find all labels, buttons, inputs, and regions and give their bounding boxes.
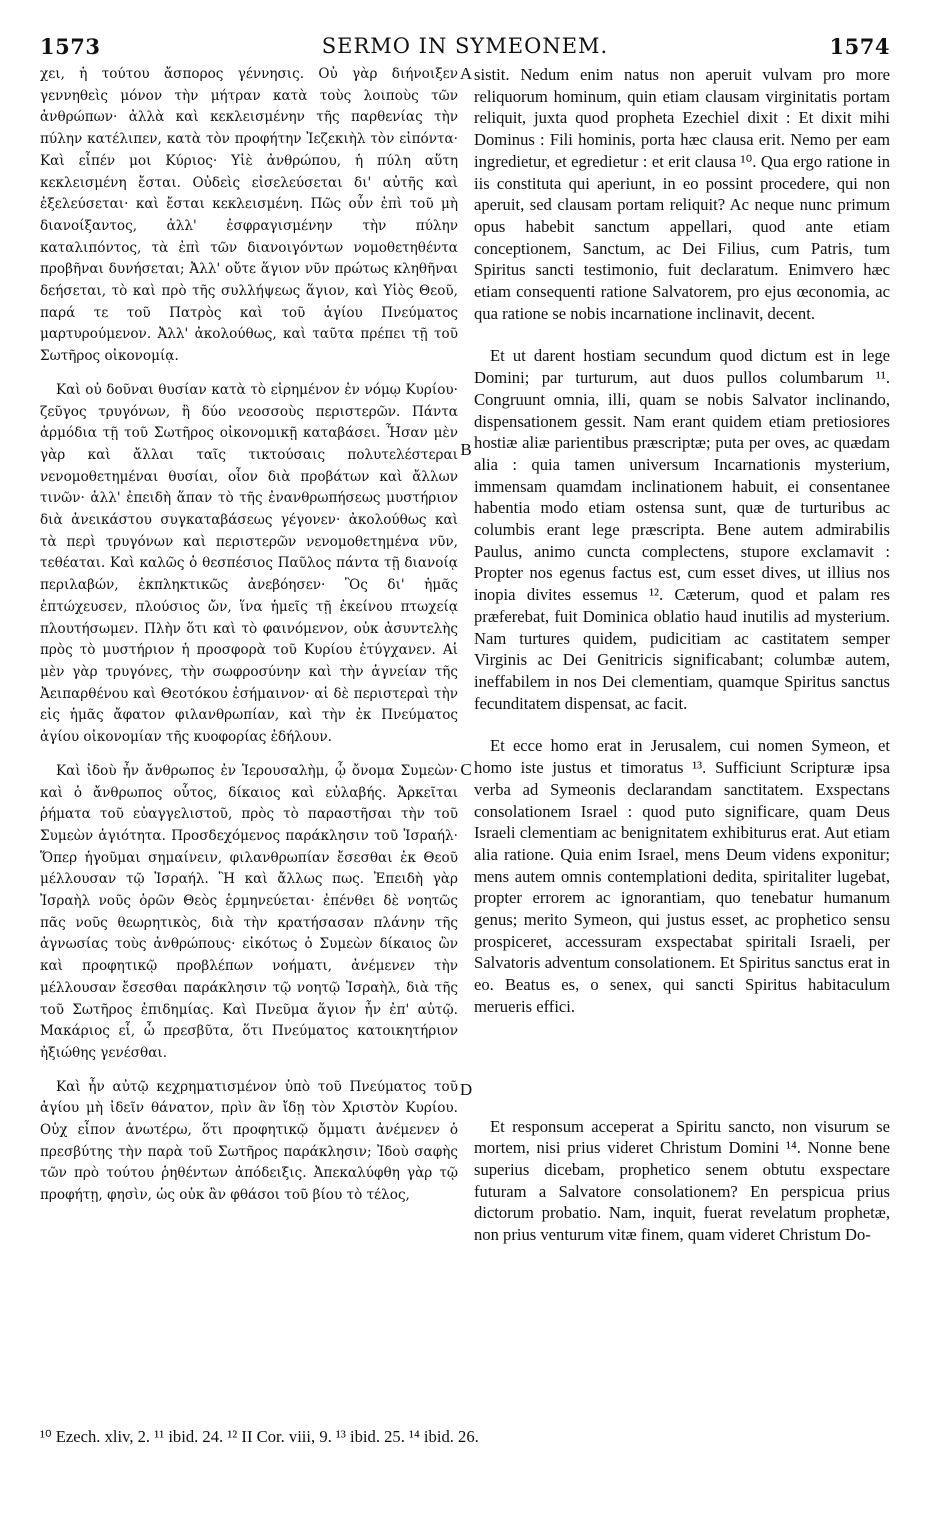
greek-paragraph-2: Καὶ οὐ δοῦναι θυσίαν κατὰ τὸ εἰρημένον ἐν νόμῳ Κυρίου· ζεῦγος τρυγόνων, ἢ δύο νεοσσοὺς περιστερῶν. Πάντα ἁρμόδια τῇ τοῦ Σωτῆρος οἰκονομικῇ καταβάσει. Ἦσαν μὲν γὰρ καὶ ἄλλαι ταῖς τικτούσαις πολυτελέστεραι νενομοθετημέναι θυσίαι, οἷον διὰ προβάτων καὶ ἄλλων τινῶν· ἀλλ' ἐπειδὴ ἅπαν τὸ τῆς ἐνανθρωπήσεως μυστήριον διὰ ἀνεικάστου συγκαταβάσεως γέγονεν· ἀκολούθως καὶ τὰ περὶ τρυγόνων καὶ περιστερῶν νενομοθετημένα νῦν, τεθέαται. Καὶ καλῶς ὁ θεσπέσιος Παῦλος πάντα τῇ διανοίᾳ περιλαβών, ἐκπληκτικῶς ἀνεβόησεν· Ὃς δι' ἡμᾶς ἐπτώχευσεν, πλούσιος ὤν, ἵνα ἡμεῖς τῇ ἐκείνου πτωχείᾳ πλουτήσωμεν. Πλὴν ὅτι καὶ τὸ φαινόμενον, οὐκ ἀσυντελὴς πρὸς τὸ μυστήριον ἡ προσφορὰ τοῦ Κυρίου ἐτύγχανεν. Αἱ μὲν γὰρ τρυγόνες, τὴν σωφροσύνην καὶ τὴν ἁγνείαν τῆς Ἀειπαρθένου καὶ Θεοτόκου ἐσήμαινον· αἱ δὲ περιστεραὶ τὴν εἰς ἡμᾶς ἄφατον φιλανθρωπίαν, καὶ τὴν ἐκ Πνεύματος ἁγίου οἰκονομίαν τῆς κυοφορίας ἐδήλουν. (40, 381, 458, 746)
latin-paragraph-1: sistit. Nedum enim natus non aperuit vulvam pro more reliquorum hominum, quin etiam clausam virginitatis portam reliquit, juxta quod propheta Ezechiel dixit : Et dixit mihi Dominus : Fili hominis, porta hæc clausa erit. Nemo per eam ingredietur, et egredietur : et erit clausa ¹⁰. Qua ergo ratione in iis constituta qui aperiunt, in eo possint procedere, qui non aperuit, sed clausam portam reliquit? Ac neque nunc primum opus habebit sanctum appellari, quod ante etiam conceptionem, Sanctum, ac Dei Filius, cum Patris, tum Spiritus sancti testimonio, fuit declaratum. Enimvero hæc etiam consequenti ratione Salvatorem, pro ejus œconomia, ac qua ratione se nobis incarnatione inclinavit, decent. (474, 65, 890, 323)
margin-letter-d: D (459, 1080, 473, 1099)
latin-paragraph-2: Et ut darent hostiam secundum quod dictum est in lege Domini; par turturum, aut duos pullos columbarum ¹¹. Congruunt omnia, illi, quam se nobis Salvator inclinando, dispensationem gessit. Nam erant quidem etiam pretiosiores hostiæ aliæ parientibus præscriptæ; puta per oves, ac quædam alia : quia tamen universum Incarnationis mysterium, immensam quamdam inclinationem habuit, ei consentanee habentia modo etiam ostensa sunt, quæ de turturibus ac columbis erant lege præscripta. Bene autem admirabilis Paulus, animo cuncta complectens, stupore exclamavit : Propter nos egenus factus est, cum esset dives, ut illius nos inopia divites essemus ¹². Cæterum, quod et palam res præferebat, fuit Dominica oblatio haud inutilis ad mysterium. Nam turtures quidem, pudicitiam ac castitatem semper Virginis ac Dei Genitricis significabant; columbæ autem, ineffabilem in nos Dei clementiam, quamque Spiritus sanctus fecunditatem dispensat, ac facit. (474, 346, 890, 713)
greek-paragraph-4: Καὶ ἦν αὐτῷ κεχρηματισμένον ὑπὸ τοῦ Πνεύματος τοῦ ἁγίου μὴ ἰδεῖν θάνατον, πρὶν ἂν ἴδῃ τὸν Χριστὸν Κυρίου. Οὐχ εἶπον ἀνωτέρω, ὅτι προφητικῷ ὄμματι ἀνέμενεν ὁ πρεσβύτης τὴν παρὰ τοῦ Σωτῆρος παράκλησιν; Ἰδοὺ σαφὴς τῶν πρὸ τούτου ῥηθέντων ἀπόδειξις. Ἀπεκαλύφθη γὰρ τῷ προφήτῃ, φησὶν, ὡς οὐκ ἂν φθάσοι τοῦ βίου τὸ τέλος, (40, 1078, 458, 1204)
running-header (40, 34, 890, 64)
margin-letter-a: A (459, 64, 473, 83)
running-title: SERMO IN SYMEONEM. (321, 34, 609, 58)
greek-column (40, 64, 458, 1207)
right-page-number: 1574 (829, 34, 890, 59)
margin-letter-b: B (460, 440, 472, 459)
margin-letter-c: C (460, 760, 472, 779)
footnotes: ¹⁰ Ezech. xliv, 2. ¹¹ ibid. 24. ¹² II Cor. viii, 9. ¹³ ibid. 25. ¹⁴ ibid. 26. (40, 1427, 479, 1446)
greek-paragraph-1: χει, ἡ τούτου ἄσπορος γέννησις. Οὐ γὰρ διήνοιξεν γεννηθεὶς μόνον τὴν μήτραν κατὰ τοὺς λοιποὺς τῶν ἀνθρώπων· ἀλλὰ καὶ κεκλεισμένην τῆς παρθενίας τὴν πύλην κατέλιπεν, κατὰ τὸν προφήτην Ἰεζεκιὴλ τὸν εἰπόντα· Καὶ εἶπέν μοι Κύριος· Υἱὲ ἀνθρώπου, ἡ πύλη αὕτη κεκλεισμένη ἔσται. Οὐδεὶς εἰσελεύσεται δι' αὐτῆς καὶ ἐξελεύσεται· καὶ ἔσται κεκλεισμένη. Πῶς οὖν ἐπὶ τοῦ μὴ διανοίξαντος, ἀλλ' ἐσφραγισμένην τὴν πύλην καταλιπόντος, τὰ ἐπὶ τῶν διανοιγόντων νομοθετηθέντα προβῆναι δυνήσεται; Ἀλλ' οὔτε ἅγιον νῦν πρώτως κληθῆναι δεήσεται, τὸ καὶ πρὸ τῆς συλλήψεως ἅγιον, καὶ Υἱὸς Θεοῦ, παρά τε τοῦ Πατρὸς καὶ τοῦ ἁγίου Πνεύματος μαρτυρούμενον. Ἀλλ' ἀκολούθως, καὶ ταῦτα πρέπει τῇ τοῦ Σωτῆρος οἰκονομίᾳ. (40, 66, 458, 365)
latin-paragraph-3: Et ecce homo erat in Jerusalem, cui nomen Symeon, et homo iste justus et timoratus ¹³. Sufficiunt Scripturæ ipsa verba ad Symeonis declarandam sanctitatem. Exspectans consolationem Israel : quod puto significare, quam Deus Israeli clementiam ac benignitatem exhibiturus erat. Aut etiam alia ratione. Quia enim Israel, mens Deum videns exponitur; mens autem omnis contemplationi dedita, spiritaliter lugebat, propter errorem ac ignorantiam, quo tenebatur humanum genus; merito Symeon, qui justus esset, ac prophetico sensu prospiceret, accessuram exspectabat spiritali Israeli, per Salvatoris adventum consolationem. Et Spiritus sanctus erat in eo. Beatus es, o senex, qui sancti Spiritus habitaculum merueris effici. (474, 736, 890, 1016)
latin-paragraph-4: Et responsum acceperat a Spiritu sancto, non visurum se mortem, nisi prius videret Christum Domini ¹⁴. Nonne bene superius dicebam, prophetico senem obtutu exspectare futuram a Salvatore consolationem? En perspicua prius dictorum probatio. Nam, inquit, fuerat revelatum prophetæ, non prius venturum vitæ finem, quam videret Christum Do- (474, 1116, 890, 1245)
greek-paragraph-3: Καὶ ἰδοὺ ἦν ἄνθρωπος ἐν Ἱερουσαλὴμ, ᾧ ὄνομα Συμεὼν· καὶ ὁ ἄνθρωπος οὗτος, δίκαιος καὶ εὐλαβής. Ἀρκεῖται ῥήματα τοῦ εὐαγγελιστοῦ, πρὸς τὸ παραστῆσαι τὴν τοῦ Συμεὼν ἁγιότητα. Προσδεχόμενος παράκλησιν τοῦ Ἰσραήλ· Ὅπερ ἡγοῦμαι σημαίνειν, φιλανθρωπίαν ἔσεσθαι ἐκ Θεοῦ μέλλουσαν τῷ Ἰσραήλ. Ἢ καὶ ἄλλως πως. Ἐπειδὴ γὰρ Ἰσραὴλ νοῦς ὁρῶν Θεὸς ἑρμηνεύεται· ἐπένθει δὲ νοητῶς πᾶς νοῦς θεωρητικὸς, διὰ τὴν κρατήσασαν πλάνην τῆς ἀγνωσίας τοὺς ἀνθρώπους· εἰκότως ὁ Συμεὼν δίκαιος ὢν καὶ προφητικῷ προβλέπων νοήματι, ἀνέμενεν τὴν μέλλουσαν ἔσεσθαι παράκλησιν τῷ νοητῷ Ἰσραὴλ, διὰ τῆς τοῦ Σωτῆρος ἐπιδημίας. Καὶ Πνεῦμα ἅγιον ἦν ἐπ' αὐτῷ. Μακάριος εἶ, ὦ πρεσβῦτα, ὅτι Πνεύματος κατοικητήριον ἠξιώθης γενέσθαι. (40, 762, 458, 1061)
latin-column (474, 64, 890, 1246)
left-page-number: 1573 (40, 34, 101, 59)
